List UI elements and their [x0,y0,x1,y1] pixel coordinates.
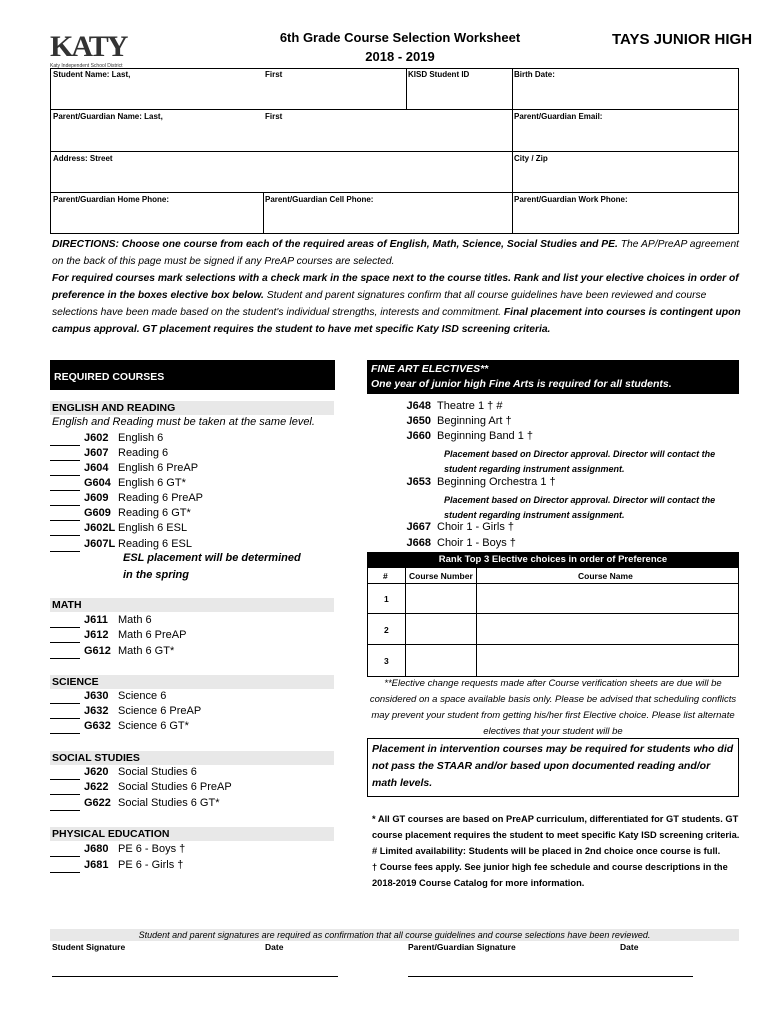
rank-row-2: 2 [384,625,389,635]
student-first-field[interactable]: First [265,70,283,79]
course-name: PE 6 - Boys † [118,843,186,855]
course-row-j602l[interactable] [50,521,187,536]
course-code: G609 [84,507,111,519]
required-courses-heading: REQUIRED COURSES [50,360,335,390]
course-name: Beginning Orchestra 1 † [437,476,556,488]
course-code: G612 [84,645,111,657]
course-name: Math 6 GT* [118,645,175,657]
course-name: English 6 [118,432,164,444]
course-code: J630 [84,690,109,702]
course-code: J607L [84,538,116,550]
kisd-id-field[interactable]: KISD Student ID [408,70,470,79]
rank-col-number: # [383,571,388,581]
course-row-j604[interactable] [50,461,198,476]
fine-arts-row-j650[interactable] [397,415,512,427]
student-name-field[interactable]: Student Name: Last, [53,70,131,79]
rank-col-course-name: Course Name [578,571,633,581]
course-code: J602L [84,522,116,534]
intervention-note: Placement in intervention courses may be required for students who did not pass the STAAR and/or based upon documented reading and/or math levels. [367,738,739,797]
course-name: Math 6 PreAP [118,629,187,641]
course-row-g612[interactable] [50,644,174,659]
physical-education-heading: PHYSICAL EDUCATION [50,827,334,841]
logo-subtitle: Katy Independent School District [50,63,123,69]
course-name: Beginning Art † [437,415,512,427]
check-blank[interactable] [50,706,80,719]
check-blank[interactable] [50,448,80,461]
cell-phone-field[interactable]: Parent/Guardian Cell Phone: [265,195,374,204]
parent-email-field[interactable]: Parent/Guardian Email: [514,112,603,121]
course-row-j622[interactable] [50,780,232,795]
course-code: J620 [84,766,109,778]
directions-instructions: For required courses mark selections with a check mark in the space next to the course titles. Rank and list your elective choices in order of preference in the boxes elective box below. [52,273,739,301]
course-row-g609[interactable] [50,506,191,521]
course-name: Math 6 [118,614,152,626]
rank-2-course-number-input[interactable] [407,615,475,643]
course-row-j681[interactable] [50,858,183,873]
course-row-j607l[interactable] [50,537,192,552]
rank-1-course-name-input[interactable] [478,584,738,612]
course-code: J622 [84,781,109,793]
check-blank[interactable] [50,646,80,659]
limited-footnote: # Limited availability: Students will be placed in 2nd choice once course is full. [372,846,721,856]
school-year: 2018 - 2019 [365,49,435,64]
orchestra-placement-note: Placement based on Director approval. Director will contact the student regarding instrument assignment. [444,495,716,520]
elective-rank-table [367,552,739,677]
course-code: J681 [84,859,109,871]
check-blank[interactable] [50,860,80,873]
course-name: Social Studies 6 PreAP [118,781,232,793]
fine-arts-row-j648[interactable] [397,400,502,412]
course-code: J660 [406,430,431,442]
katy-isd-logo [50,30,130,66]
course-name: English 6 GT* [118,477,186,489]
parent-first-field[interactable]: First [265,112,283,121]
check-blank[interactable] [50,630,80,643]
gt-footnote: * All GT courses are based on PreAP curriculum, differentiated for GT students. GT course placement requires the student to meet specific Katy ISD screening criteria. [372,814,740,840]
course-code: J604 [84,462,109,474]
course-row-j611[interactable] [50,613,152,628]
parent-name-field[interactable]: Parent/Guardian Name: Last, [53,112,163,121]
school-name: TAYS JUNIOR HIGH [612,31,753,48]
course-row-j609[interactable] [50,491,203,506]
parent-date-label: Date [620,942,639,952]
social-studies-heading: SOCIAL STUDIES [50,751,334,765]
check-blank[interactable] [50,691,80,704]
course-code: J632 [84,705,109,717]
directions-final: Final placement into courses is contingent upon campus approval. GT placement requires the student to have met specific Katy ISD screening criteria. [52,307,741,335]
parent-signature-label: Parent/Guardian Signature [408,942,516,952]
course-code: J648 [406,400,431,412]
english-level-note: English and Reading must be taken at the same level. [52,416,315,428]
course-name: Choir 1 - Boys † [437,537,516,549]
course-name: Reading 6 ESL [118,538,192,550]
course-code: G632 [84,720,111,732]
parent-signature-line[interactable] [408,976,693,977]
science-heading: SCIENCE [50,675,334,689]
check-blank[interactable] [50,782,80,795]
band-placement-note: Placement based on Director approval. Director will contact the student regarding instrument assignment. [444,449,716,474]
check-blank[interactable] [50,508,80,521]
rank-col-course-number: Course Number [409,571,473,581]
check-blank[interactable] [50,433,80,446]
course-name: Choir 1 - Girls † [437,521,515,533]
fine-arts-row-j668[interactable] [397,537,516,549]
course-code: G622 [84,797,111,809]
rank-row-1: 1 [384,594,389,604]
fine-arts-row-j660[interactable] [397,430,533,442]
check-blank[interactable] [50,463,80,476]
course-code: J667 [406,521,431,533]
signature-banner: Student and parent signatures are required as confirmation that all course guidelines and course selections have been reviewed. [50,929,739,941]
course-name: Beginning Band 1 † [437,430,534,442]
rank-row-3: 3 [384,656,389,666]
address-field[interactable]: Address: Street [53,154,113,163]
course-name: English 6 PreAP [118,462,199,474]
check-blank[interactable] [50,523,80,536]
footnotes [372,811,742,891]
course-name: Science 6 GT* [118,720,189,732]
esl-note: ESL placement will be determined [123,552,301,564]
course-row-j630[interactable] [50,689,166,704]
student-signature-label: Student Signature [52,942,126,952]
course-name: Social Studies 6 GT* [118,797,220,809]
check-blank[interactable] [50,478,80,491]
course-name: Social Studies 6 [118,766,197,778]
course-row-g622[interactable] [50,796,220,811]
course-row-j607[interactable] [50,446,168,461]
city-zip-field[interactable]: City / Zip [514,154,548,163]
check-blank[interactable] [50,493,80,506]
student-signature-line[interactable] [52,976,338,977]
check-blank[interactable] [50,615,80,628]
course-code: J609 [84,492,109,504]
course-row-j602[interactable] [50,431,163,446]
directions-preap: The AP/PreAP agreement on the back of this page must be signed if any PreAP courses are selected. [52,239,740,267]
course-name: English 6 ESL [118,522,188,534]
page-title: 6th Grade Course Selection Worksheet [279,30,521,45]
course-row-j680[interactable] [50,842,185,857]
fine-arts-heading [367,360,739,394]
rank-3-course-name-input[interactable] [478,646,738,676]
fine-arts-requirement: One year of junior high Fine Arts is required for all students. [371,378,672,390]
course-name: Reading 6 PreAP [118,492,203,504]
course-row-g604[interactable] [50,476,186,491]
course-name: Theatre 1 † # [437,400,503,412]
course-code: J650 [406,415,431,427]
course-code: J612 [84,629,109,641]
course-name: Reading 6 [118,447,169,459]
course-code: J602 [84,432,109,444]
course-row-j632[interactable] [50,704,201,719]
course-name: Science 6 PreAP [118,705,202,717]
student-info-grid [50,68,739,234]
check-blank[interactable] [50,798,80,811]
logo-wordmark: KATY [50,30,127,63]
directions-main: DIRECTIONS: Choose one course from each of the required areas of English, Math, Science, Social Studies and PE. [52,239,618,250]
rank-1-course-number-input[interactable] [407,584,475,612]
course-code: J607 [84,447,109,459]
rank-2-course-name-input[interactable] [478,615,738,643]
course-row-j612[interactable] [50,628,186,643]
birth-date-field[interactable]: Birth Date: [514,70,555,79]
check-blank[interactable] [50,767,80,780]
esl-note-spring: in the spring [123,569,189,581]
course-code: J680 [84,843,109,855]
course-row-j620[interactable] [50,765,197,780]
check-blank[interactable] [50,721,80,734]
directions [52,236,742,338]
check-blank[interactable] [50,539,80,552]
work-phone-field[interactable]: Parent/Guardian Work Phone: [514,195,628,204]
student-date-label: Date [265,942,284,952]
course-code: J653 [406,476,431,488]
course-code: J611 [84,614,108,626]
rank-table-heading: Rank Top 3 Elective choices in order of Preference [368,553,738,567]
directions-confirmation: Student and parent signatures confirm that all course guidelines have been reviewed and course selections have been made based on the student's individual strengths, interests and commitment. [52,290,707,318]
course-row-g632[interactable] [50,719,189,734]
home-phone-field[interactable]: Parent/Guardian Home Phone: [53,195,170,204]
math-heading: MATH [50,598,334,612]
course-code: G604 [84,477,111,489]
course-code: J668 [406,537,431,549]
elective-change-note: **Elective change requests made after Course verification sheets are due will be considered on a space available basis only. Please be advised that scheduling conflicts may prevent your student from getting his/her first Elective choice. Please list alternate electives that your student will be [369,678,737,737]
course-name: Reading 6 GT* [118,507,191,519]
english-reading-heading: ENGLISH AND READING [50,401,334,415]
fine-arts-row-j653[interactable] [397,476,556,488]
rank-3-course-number-input[interactable] [407,646,475,676]
fees-footnote: † Course fees apply. See junior high fee schedule and course descriptions in the 2018-2019 Course Catalog for more information. [372,862,728,888]
fine-arts-title: FINE ART ELECTIVES** [371,363,489,375]
course-name: Science 6 [118,690,167,702]
course-name: PE 6 - Girls † [118,859,184,871]
check-blank[interactable] [50,844,80,857]
